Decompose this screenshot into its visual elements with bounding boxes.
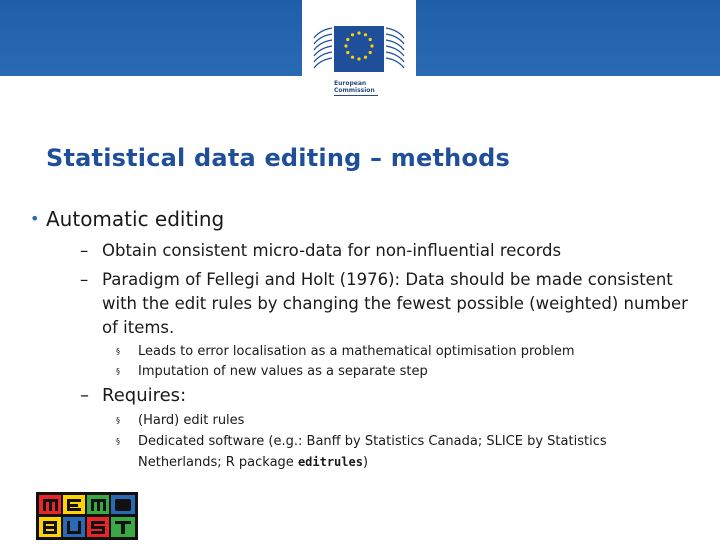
slide-title: Statistical data editing – methods	[46, 144, 510, 172]
square-marker: §	[116, 437, 120, 446]
logo-line-2: Commission	[334, 87, 375, 94]
logo-underline	[334, 95, 378, 96]
item-text: Obtain consistent micro-data for non-influential records	[102, 241, 562, 260]
sub-item-text-part: Dedicated software (e.g.: Banff by Statistics Canada; SLICE by Statistics Netherlands; R package	[138, 434, 607, 470]
sub-list-item	[116, 411, 676, 431]
dash-marker: –	[80, 385, 89, 406]
square-marker: §	[116, 347, 120, 356]
sub-item-text: Leads to error localisation as a mathematical optimisation problem	[138, 344, 575, 359]
sub-item-text: Imputation of new values as a separate step	[138, 364, 428, 379]
item-text: Requires:	[102, 385, 187, 406]
logo-line-1: European	[334, 80, 367, 87]
list-item	[80, 268, 688, 340]
dash-marker: –	[80, 241, 89, 260]
sub-item-text	[138, 432, 678, 473]
bullet-marker: •	[30, 209, 40, 228]
item-text: Paradigm of Fellegi and Holt (1976): Data should be made consistent with the edit rules by changing the fewest possible (weighted) number of items.	[102, 270, 688, 337]
dash-marker: –	[80, 270, 89, 289]
list-item-requires	[80, 384, 680, 408]
sub-list-item	[116, 362, 676, 382]
list-item	[80, 239, 680, 263]
sub-list-item	[116, 342, 676, 362]
sub-item-text-part: )	[362, 455, 369, 470]
sub-item-text: (Hard) edit rules	[138, 413, 245, 428]
code-editrules: editrules	[297, 455, 363, 469]
ec-logo-text	[334, 80, 394, 96]
bullet-text: Automatic editing	[46, 207, 225, 231]
sub-list-item	[116, 432, 676, 472]
memobust-logo	[36, 492, 138, 540]
square-marker: §	[116, 416, 120, 425]
square-marker: §	[116, 367, 120, 376]
